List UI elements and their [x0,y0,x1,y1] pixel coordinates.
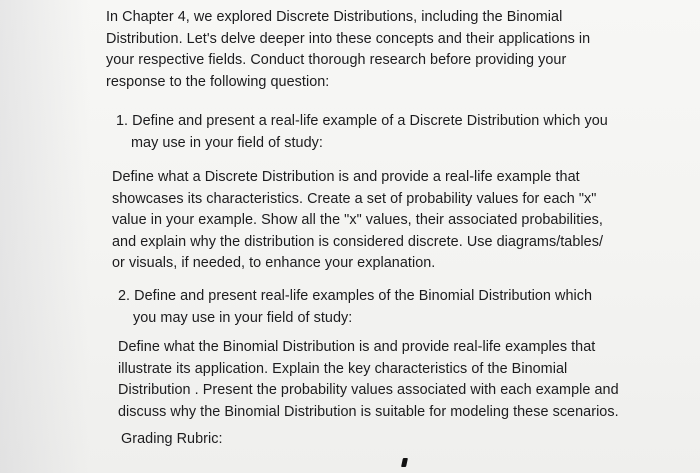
page-shadow [0,0,90,473]
question-2-body [118,337,619,423]
question-1-heading [116,111,608,154]
question-2-body-line: illustrate its application. Explain the key characteristics of the Binomial [118,360,568,377]
question-1-body-line: and explain why the distribution is considered discrete. Use diagrams/tables/ [112,233,603,250]
question-2-body-line: Distribution . Present the probability values associated with each example and [118,382,619,399]
intro-paragraph [106,7,590,93]
question-1-body-line: or visuals, if needed, to enhance your explanation. [112,255,436,272]
grading-rubric-label: Grading Rubric: [121,431,223,447]
intro-line: Distribution. Let's delve deeper into these concepts and their applications in [106,30,591,47]
question-2-line: 2. Define and present real-life examples of the Binomial Distribution which [118,288,593,304]
intro-line: In Chapter 4, we explored Discrete Distributions, including the Binomial [106,9,563,25]
question-2-body-line: Define what the Binomial Distribution is and provide real-life examples that [118,339,596,355]
question-1-body-line: showcases its characteristics. Create a set of probability values for each "x" [112,190,597,207]
intro-line: response to the following question: [106,73,330,90]
question-1-line: 1. Define and present a real-life example of a Discrete Distribution which you [116,113,608,129]
question-2-body-line: discuss why the Binomial Distribution is suitable for modeling these scenarios. [118,403,619,420]
question-1-body-line: value in your example. Show all the "x" values, their associated probabilities, [112,212,603,229]
mouse-cursor-icon [401,458,408,467]
question-2-heading [118,286,592,329]
question-1-body [112,167,603,275]
question-1-body-line: Define what a Discrete Distribution is and provide a real-life example that [112,169,580,185]
question-2-line: you may use in your field of study: [133,309,353,326]
question-1-line: may use in your field of study: [131,134,323,151]
intro-line: your respective fields. Conduct thorough research before providing your [106,52,567,69]
